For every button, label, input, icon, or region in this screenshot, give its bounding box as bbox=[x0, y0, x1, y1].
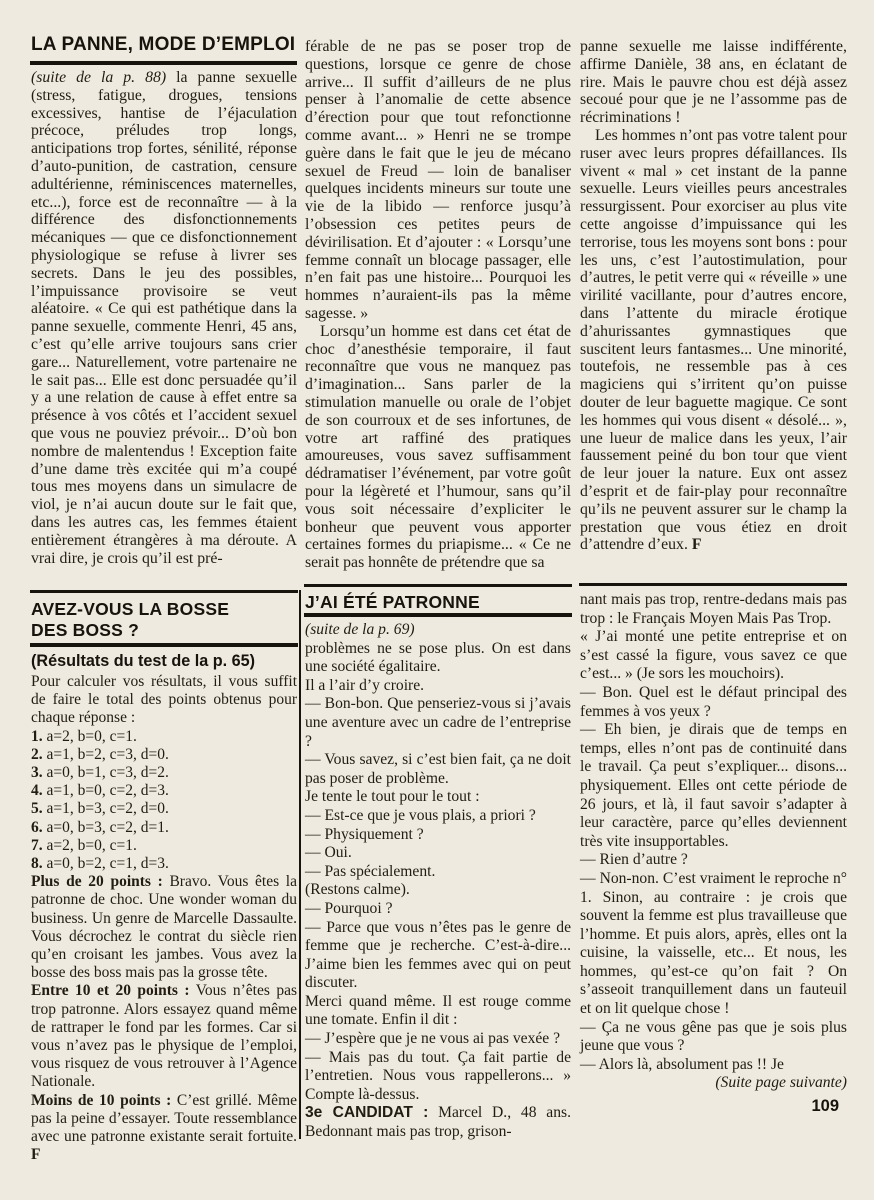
candidate-intro: 3e CANDIDAT : Marcel D., 48 ans. Bedonnant mais pas trop, grison- bbox=[305, 1104, 571, 1141]
paragraph: férable de ne pas se poser trop de questions, lorsque ce genre de chose arrive... Il suffit d’ailleurs de ne plus penser à l’anomalie de cette absence d’érection pour que tout refonctionne comme avant... » Henri ne se trompe guère dans le fait que le jeu de mécano sexuel de Freud — loin de banaliser quelques incidents mineurs sur toute une vie de la libido — renforce jusqu’à l’obsession ces petites peurs de dévirilisation. Et d’ajouter : « Lorsqu’une femme connaît un blocage passager, elle n’en fait pas une histoire... Pourquoi les hommes n’auraient-ils pas la même sagesse. » bbox=[305, 38, 571, 322]
paragraph: panne sexuelle me laisse indifférente, affirme Danièle, 38 ans, en éclatant de rire. Mais le pauvre chou est déjà assez secoué pour que je ne l’assomme pas de récriminations ! bbox=[580, 38, 847, 127]
quiz-subtitle: (Résultats du test de la p. 65) bbox=[31, 652, 255, 670]
dialogue-line: — Vous savez, si c’est bien fait, ça ne doit pas poser de problème. bbox=[305, 751, 571, 787]
headline-avez-vous-la-bosse bbox=[31, 599, 298, 641]
paragraph: nant mais pas trop, rentre-dedans mais pas trop : le Français Moyen Mais Pas Trop. bbox=[580, 591, 847, 627]
column-divider-rule bbox=[299, 590, 301, 1139]
body-text: Les hommes n’ont pas votre talent pour ruser avec leurs propres défaillances. Ils vivent « mal » cet instant de la panne sexuelle. Leurs vieilles peurs ancestrales ressurgissent. Pour exorciser au plus vite cette angoisse d’impuissance qui les terrorise, tous les moyens sont bons : pour les uns, c’est l’autostimulation, pour d’autres, le petit verre qui « réveille » une virilité vacillante, pour d’autres encore, dans l’attente du miracle érotique d’ahurissantes gymnastiques que suscitent leurs fantasmes... Une minorité, toutefois, ne ressemble pas à ces magiciens qui s’irritent qu’on puisse douter de leur baguette magique. Ce sont les hommes qui vous disent « désolé... », une lueur de malice dans les yeux, l’air faussement peiné du bon tour que vient de leur jouer la nature. Eux ont assez d’esprit et de fair-play pour reconnaître qu’ils ne peuvent assurer sur le champ la prestation que vous étiez en droit d’attendre d’eux. bbox=[580, 126, 847, 554]
paragraph: « J’ai monté une petite entreprise et on s’est cassé la figure, vous savez ce que c’est... » (Je sors les mouchoirs). bbox=[580, 628, 847, 683]
title-rule-patronne bbox=[304, 613, 572, 617]
la-panne-column-1 bbox=[31, 69, 297, 567]
paragraph-closing bbox=[580, 127, 847, 554]
quiz-answer-row: 7. a=2, b=0, c=1. bbox=[31, 836, 137, 854]
quiz-answer-row: 8. a=0, b=2, c=1, d=3. bbox=[31, 855, 169, 873]
article-end-mark: F bbox=[691, 536, 702, 554]
title-rule-quiz bbox=[30, 643, 298, 647]
dialogue-line: — Ça ne vous gêne pas que je sois plus jeune que vous ? bbox=[580, 1018, 847, 1055]
paragraph: Lorsqu’un homme est dans cet état de choc d’anesthésie temporaire, il faut reconnaître que vous ne manquez pas d’imagination... Sans parler de la stimulation manuelle ou orale de l’objet de son courroux et de ses infortunes, de votre art raffiné des pratiques amoureuses, vous savez suffisamment dédramatiser l’événement, par votre goût pour la légèreté et l’humour, sans qu’il vous soit nécessaire d’expliciter le bonheur que peuvent vous apporter certaines formes du priapisme... « Ce ne serait pas honnête de prétendre que sa bbox=[305, 322, 571, 572]
quiz-answer-row: 2. a=1, b=2, c=3, d=0. bbox=[31, 745, 169, 763]
dialogue-line: — Oui. bbox=[305, 844, 352, 862]
dialogue-line: — Rien d’autre ? bbox=[580, 851, 688, 869]
dialogue-line: — Pas spécialement. bbox=[305, 862, 436, 880]
dialogue-line: — Bon. Quel est le défaut principal des femmes à vos yeux ? bbox=[580, 683, 847, 720]
headline-line-1: AVEZ-VOUS LA BOSSE bbox=[31, 599, 230, 619]
quiz-intro: Pour calculer vos résultats, il vous suffit de faire le total des points obtenus pour chaque réponse : bbox=[31, 673, 297, 727]
dialogue-line: — Est-ce que je vous plais, a priori ? bbox=[305, 806, 536, 824]
quiz-answer-row: 1. a=2, b=0, c=1. bbox=[31, 727, 137, 745]
dialogue-line: — J’espère que je ne vous ai pas vexée ? bbox=[305, 1030, 561, 1048]
la-panne-column-3 bbox=[580, 38, 847, 554]
dialogue-line: — Parce que vous n’êtes pas le genre de femme que je recherche. C’est-à-dire... J’aime bien les femmes avec qui on peut discuter. bbox=[305, 918, 571, 992]
dialogue-line: — Alors là, absolument pas !! Je bbox=[580, 1055, 784, 1073]
section-rule-above-right-column bbox=[579, 583, 847, 586]
suite-note-p69: (suite de la p. 69) bbox=[305, 621, 415, 638]
dialogue-line: — Mais pas du tout. Ça fait partie de l’entretien. Nous vous rappellerons... » Compte là-dessus. bbox=[305, 1048, 571, 1103]
quiz-body-column bbox=[31, 673, 297, 1164]
headline-la-panne: LA PANNE, MODE D’EMPLOI bbox=[31, 34, 296, 55]
dialogue-line: — Bon-bon. Que penseriez-vous si j’avais une aventure avec un cadre de l’entreprise ? bbox=[305, 695, 571, 750]
section-rule-above-quiz bbox=[30, 590, 298, 593]
dialogue-line: — Eh bien, je dirais que de temps en temps, elles n’ont pas de continuité dans le travail. Ça peut s’expliquer... disons... physiquement. Elles ont cette période de 26 jours, et là, il faut savoir s’adapter à leur caractère, parce qu’elles deviennent très vite insupportables. bbox=[580, 721, 847, 850]
paragraph: Il a l’air d’y croire. bbox=[305, 676, 425, 694]
paragraph-lead bbox=[31, 69, 297, 567]
paragraph: Merci quand même. Il est rouge comme une tomate. Enfin il dit : bbox=[305, 992, 571, 1029]
paragraph: problèmes ne se pose plus. On est dans une société égalitaire. bbox=[305, 639, 571, 676]
patronne-right-column bbox=[580, 591, 847, 1116]
headline-line-2: DES BOSS ? bbox=[31, 620, 139, 640]
quiz-answer-row: 4. a=1, b=0, c=2, d=3. bbox=[31, 782, 169, 800]
paragraph: (Restons calme). bbox=[305, 881, 410, 899]
patronne-middle-column bbox=[305, 621, 571, 1142]
dialogue-line: — Physiquement ? bbox=[305, 825, 424, 843]
candidate-label: 3e CANDIDAT : bbox=[305, 1104, 429, 1122]
quiz-score-low: Moins de 10 points : C’est grillé. Même pas la peine d’essayer. Toute ressemblance avec une patronne existante serait fortuite. F bbox=[31, 1091, 297, 1164]
headline-jai-ete-patronne: J’AI ÉTÉ PATRONNE bbox=[305, 592, 480, 612]
title-rule-la-panne bbox=[30, 61, 297, 65]
page-number: 109 bbox=[811, 1097, 839, 1116]
quiz-answer-row: 6. a=0, b=3, c=2, d=1. bbox=[31, 818, 169, 836]
dialogue-line: — Pourquoi ? bbox=[305, 899, 393, 917]
la-panne-column-2 bbox=[305, 38, 571, 572]
continuation-note: (Suite page suivante) bbox=[715, 1074, 847, 1092]
suite-note-p88: (suite de la p. 88) bbox=[31, 69, 167, 86]
quiz-answer-row: 3. a=0, b=1, c=3, d=2. bbox=[31, 764, 169, 782]
quiz-score-mid: Entre 10 et 20 points : Vous n’êtes pas trop patronne. Alors essayez quand même de rattraper le fond par les formes. Car si vous n’avez pas le physique de l’emploi, vous risquez de vous retrouver à l’Agence Nationale. bbox=[31, 982, 297, 1091]
section-rule-above-patronne bbox=[304, 584, 572, 587]
paragraph: Je tente le tout pour le tout : bbox=[305, 788, 480, 806]
dialogue-line: — Non-non. C’est vraiment le reproche n° 1. Sinon, au contraire : je crois que souvent la femme est plus travailleuse que l’homme. Et puis alors, après, elles ont la cuisine, la vaisselle, etc... Et nous, les hommes, qu’est-ce qu’on fait ? On s’asseoit tranquillement dans un fauteuil et on lit quelque chose ! bbox=[580, 869, 847, 1018]
quiz-answer-row: 5. a=1, b=3, c=2, d=0. bbox=[31, 800, 169, 818]
article-end-mark: F bbox=[31, 1146, 41, 1164]
body-text: la panne sexuelle (stress, fatigue, drogues, tensions excessives, hantise de l’éjaculation précoce, préludes trop longs, anticipations trop fortes, sénilité, réponse d’auto-punition, de castration, censure adultérienne, réminiscences maternelles, etc...), force est de reconnaître — à la différence des disfonctionnements mécaniques — que ce disfonctionnement physiologique se refuse à livrer ses secrets. Dans le jeu des possibles, l’impuissance provisoire se veut aléatoire. « Ce qui est pathétique dans la panne sexuelle, commente Henri, 45 ans, c’est qu’elle arrive toujours sans crier gare... Naturellement, votre partenaire ne le sait pas... Elle est donc persuadée qu’il y a une relation de cause à effet entre sa présence à vos côtés et l’accident sexuel que vous ne pouviez prévoir... D’où bon nombre de malentendus ! Exception faite d’une dame très excitée qui m’a coupé tous mes moyens dans un simulacre de viol, je n’ai aucun doute sur le fait que, dans les autres cas, les femmes étaient entièrement étrangères à ma déroute. A vrai dire, je crois qu’il est pré- bbox=[31, 69, 297, 567]
quiz-score-high: Plus de 20 points : Bravo. Vous êtes la patronne de choc. Une wonder woman du business. Un genre de Marcelle Dassaulte. Vous décrochez le contrat du siècle rien qu’en croisant les jambes. Vous avez la bosse des boss mais pas la grosse tête. bbox=[31, 873, 297, 982]
